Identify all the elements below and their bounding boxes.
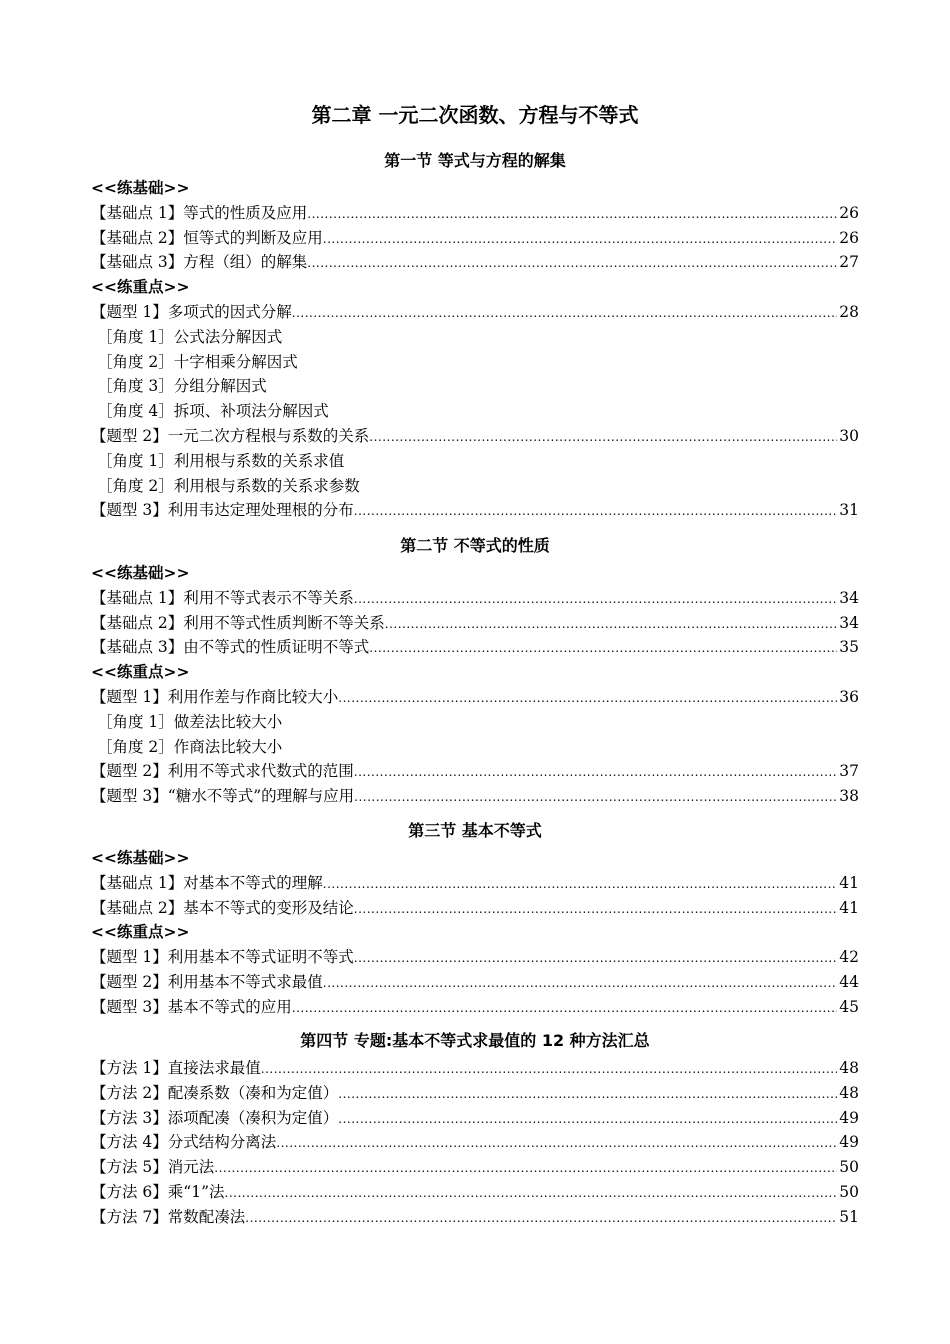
toc-page-number: 41 xyxy=(839,873,859,892)
toc-entry-label: 【方法 1】直接法求最值 xyxy=(91,1059,261,1077)
toc-page-number: 34 xyxy=(839,588,859,607)
toc-entry[interactable] xyxy=(91,759,859,784)
toc-entry-label: 【题型 2】利用不等式求代数式的范围 xyxy=(91,762,354,781)
dot-leader xyxy=(338,1082,837,1107)
toc-subentry[interactable]: ［角度 3］分组分解因式 xyxy=(97,377,267,396)
group-label: <<练重点>> xyxy=(91,663,190,682)
toc-entry[interactable] xyxy=(91,498,859,523)
toc-entry[interactable] xyxy=(91,611,859,636)
toc-subentry[interactable]: ［角度 1］利用根与系数的关系求值 xyxy=(97,451,345,470)
dot-leader xyxy=(323,971,837,996)
toc-page-number: 51 xyxy=(839,1207,859,1226)
section-title: 第二节 不等式的性质 xyxy=(400,536,550,555)
dot-leader xyxy=(369,636,837,661)
toc-entry-label: 【基础点 1】对基本不等式的理解 xyxy=(91,873,323,892)
toc-entry-label: 【方法 2】配凑系数（凑和为定值） xyxy=(91,1083,339,1102)
dot-leader xyxy=(292,996,837,1021)
toc-entry-label: 【题型 3】“糖水不等式”的理解与应用 xyxy=(91,787,355,806)
toc-entry[interactable] xyxy=(91,424,859,449)
group-label: <<练基础>> xyxy=(91,564,190,582)
toc-section xyxy=(91,145,859,523)
toc-entry[interactable] xyxy=(91,1056,859,1081)
dot-leader xyxy=(307,251,837,276)
toc-entry[interactable] xyxy=(91,784,859,809)
toc-entry[interactable] xyxy=(91,1081,859,1106)
toc-entry-label: 【题型 2】一元二次方程根与系数的关系 xyxy=(91,426,370,445)
toc-entry-label: 【方法 4】分式结构分离法 xyxy=(91,1133,277,1152)
toc-entry-label: 【题型 3】基本不等式的应用 xyxy=(91,997,292,1016)
toc-page-number: 34 xyxy=(839,613,859,632)
toc-page-number: 31 xyxy=(839,501,859,520)
dot-leader xyxy=(261,1057,837,1082)
chapter-title: 第二章 一元二次函数、方程与不等式 xyxy=(311,103,639,127)
toc-subentry[interactable]: ［角度 1］公式法分解因式 xyxy=(97,327,283,346)
toc-entry-label: 【基础点 3】由不等式的性质证明不等式 xyxy=(91,638,370,657)
toc-section xyxy=(91,530,859,809)
toc-entry[interactable] xyxy=(91,970,859,995)
toc-entry[interactable] xyxy=(91,201,859,226)
section-title: 第三节 基本不等式 xyxy=(408,821,542,840)
section-title: 第四节 专题:基本不等式求最值的 12 种方法汇总 xyxy=(300,1031,650,1050)
toc-page-number: 37 xyxy=(839,762,859,781)
toc-page-number: 45 xyxy=(839,997,859,1016)
toc-entry-label: 【题型 1】利用作差与作商比较大小 xyxy=(91,687,339,706)
toc-section xyxy=(91,1025,859,1230)
dot-leader xyxy=(354,499,837,524)
toc-entry[interactable] xyxy=(91,685,859,710)
toc-page-number: 44 xyxy=(839,972,859,991)
toc-page-number: 48 xyxy=(839,1083,859,1102)
dot-leader xyxy=(354,587,837,612)
dot-leader xyxy=(354,760,837,785)
toc-section xyxy=(91,815,859,1020)
toc-page-number: 49 xyxy=(839,1133,859,1152)
toc-entry-label: 【题型 3】利用韦达定理处理根的分布 xyxy=(91,501,354,520)
dot-leader xyxy=(245,1206,837,1231)
toc-page-number: 50 xyxy=(839,1182,859,1201)
toc-entry-label: 【题型 1】多项式的因式分解 xyxy=(91,302,292,321)
toc-entry[interactable] xyxy=(91,1130,859,1155)
dot-leader xyxy=(214,1156,837,1181)
dot-leader xyxy=(276,1131,837,1156)
dot-leader xyxy=(323,872,837,897)
toc-entry[interactable] xyxy=(91,250,859,275)
toc-subentry[interactable]: ［角度 2］作商法比较大小 xyxy=(97,737,283,756)
toc-entry[interactable] xyxy=(91,1205,859,1230)
toc-entry[interactable] xyxy=(91,945,859,970)
toc-page-number: 48 xyxy=(839,1059,859,1077)
toc-entry[interactable] xyxy=(91,635,859,660)
toc-entry-label: 【方法 5】消元法 xyxy=(91,1158,215,1177)
toc-page-number: 30 xyxy=(839,426,859,445)
dot-leader xyxy=(354,897,837,922)
toc-page-number: 50 xyxy=(839,1158,859,1177)
dot-leader xyxy=(307,202,837,227)
toc-entry[interactable] xyxy=(91,871,859,896)
toc-entry-label: 【方法 3】添项配凑（凑积为定值） xyxy=(91,1108,339,1127)
toc-page-number: 36 xyxy=(839,687,859,706)
toc-page-number: 49 xyxy=(839,1108,859,1127)
dot-leader xyxy=(323,227,837,252)
toc-subentry[interactable]: ［角度 4］拆项、补项法分解因式 xyxy=(97,402,329,421)
toc-entry[interactable] xyxy=(91,300,859,325)
toc-page-number: 28 xyxy=(839,302,859,321)
toc-entry[interactable] xyxy=(91,226,859,251)
toc-entry-label: 【基础点 2】恒等式的判断及应用 xyxy=(91,228,323,247)
group-label: <<练重点>> xyxy=(91,278,190,297)
dot-leader xyxy=(369,425,837,450)
group-label: <<练基础>> xyxy=(91,849,190,867)
dot-leader xyxy=(338,686,837,711)
toc-entry-label: 【方法 7】常数配凑法 xyxy=(91,1207,246,1226)
toc-entry-label: 【基础点 1】等式的性质及应用 xyxy=(91,203,308,222)
toc-page-number: 35 xyxy=(839,638,859,657)
toc-entry-label: 【题型 1】利用基本不等式证明不等式 xyxy=(91,948,354,967)
dot-leader xyxy=(292,301,837,326)
section-title: 第一节 等式与方程的解集 xyxy=(384,151,566,170)
toc-entry[interactable] xyxy=(91,1180,859,1205)
dot-leader xyxy=(338,1107,837,1132)
group-label: <<练基础>> xyxy=(91,179,190,197)
group-label: <<练重点>> xyxy=(91,923,190,942)
toc-subentry[interactable]: ［角度 2］利用根与系数的关系求参数 xyxy=(97,476,360,495)
toc-entry-label: 【基础点 3】方程（组）的解集 xyxy=(91,253,308,272)
dot-leader xyxy=(225,1181,838,1206)
toc-entry[interactable] xyxy=(91,1106,859,1131)
toc-page-number: 26 xyxy=(839,203,859,222)
toc-page-number: 38 xyxy=(839,787,859,806)
toc-page-number: 26 xyxy=(839,228,859,247)
dot-leader xyxy=(354,785,837,810)
toc-entry[interactable] xyxy=(91,995,859,1020)
toc-page-number: 41 xyxy=(839,898,859,917)
dot-leader xyxy=(385,612,837,637)
toc-entry-label: 【基础点 1】利用不等式表示不等关系 xyxy=(91,588,354,607)
toc-entry-label: 【基础点 2】利用不等式性质判断不等关系 xyxy=(91,613,385,632)
toc-entry-label: 【基础点 2】基本不等式的变形及结论 xyxy=(91,898,354,917)
toc-page-number: 42 xyxy=(839,948,859,967)
toc-entry[interactable] xyxy=(91,586,859,611)
toc-subentry[interactable]: ［角度 1］做差法比较大小 xyxy=(97,712,283,731)
dot-leader xyxy=(354,946,837,971)
toc-entry-label: 【题型 2】利用基本不等式求最值 xyxy=(91,972,323,991)
toc-subentry[interactable]: ［角度 2］十字相乘分解因式 xyxy=(97,352,298,371)
toc-entry-label: 【方法 6】乘“1”法 xyxy=(91,1182,225,1201)
toc-entry[interactable] xyxy=(91,1155,859,1180)
toc-page-number: 27 xyxy=(839,253,859,272)
toc-entry[interactable] xyxy=(91,896,859,921)
